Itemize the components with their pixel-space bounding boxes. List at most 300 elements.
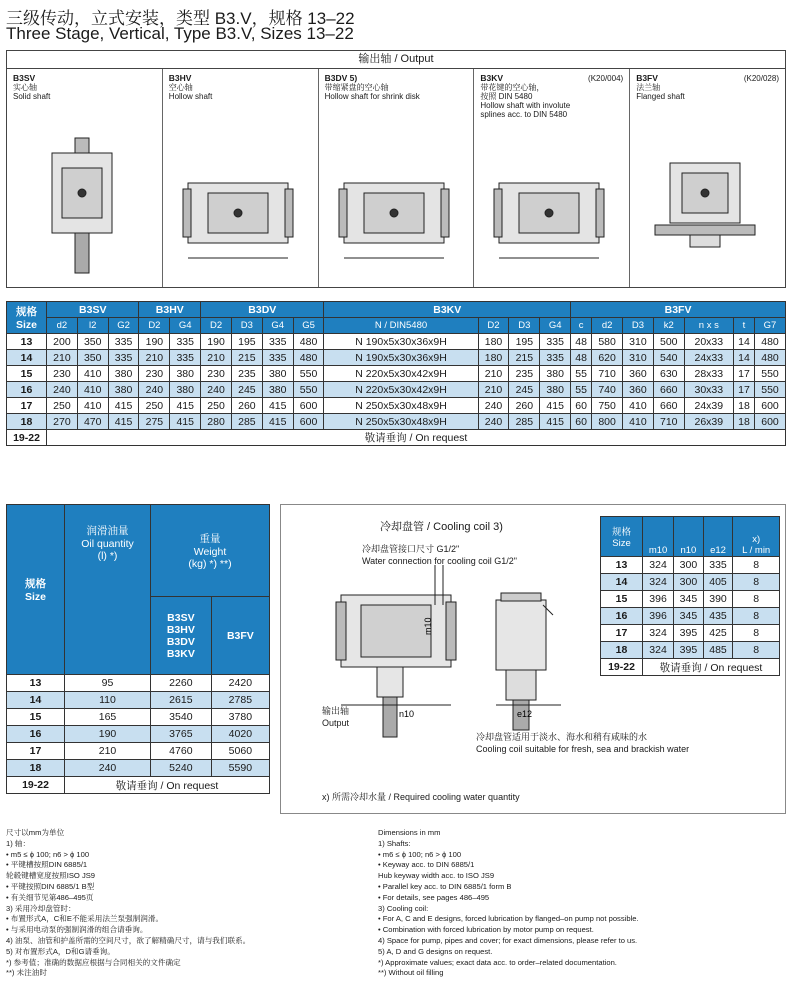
table-cell: 415 — [108, 398, 139, 414]
footnote-en: Dimensions in mm — [378, 828, 441, 837]
output-col-3 — [474, 69, 630, 287]
table-cell: N 220x5x30x42x9H — [324, 382, 478, 398]
output-ref: (K20/028) — [743, 74, 779, 83]
table-cell: 350 — [77, 350, 108, 366]
column-header: D2 — [201, 318, 232, 334]
column-header: D3 — [509, 318, 540, 334]
footnote-cn: **) 未注油时 — [6, 968, 47, 978]
table-cell: 310 — [623, 350, 654, 366]
output-desc: Solid shaft — [13, 92, 51, 101]
table-cell: 8 — [733, 557, 780, 574]
table-cell: 200 — [47, 334, 78, 350]
table-cell: 8 — [733, 625, 780, 642]
footnote-en: • For A, C and E designs, forced lubrication by flanged–on pump not possible. — [378, 914, 639, 924]
table-row — [7, 743, 270, 760]
table-cell: 3540 — [151, 709, 212, 726]
table-row — [7, 726, 270, 743]
table-cell: 245 — [509, 382, 540, 398]
output-desc: 带花键的空心轴， — [480, 83, 545, 92]
output-code: B3SV — [13, 73, 36, 83]
cooling-table — [600, 516, 780, 676]
table-cell: 210 — [47, 350, 78, 366]
table-cell: 28x33 — [684, 366, 733, 382]
output-section — [6, 50, 786, 288]
table-cell: N 250x5x30x48x9H — [324, 414, 478, 430]
table-cell: 235 — [231, 366, 262, 382]
table-cell: 180 — [478, 350, 509, 366]
table-cell: 470 — [77, 414, 108, 430]
table-cell: 600 — [755, 414, 786, 430]
table-row — [601, 625, 780, 642]
table-cell: N 190x5x30x36x9H — [324, 334, 478, 350]
table-cell: 18 — [733, 398, 754, 414]
on-request-cell: 敬请垂询 / On request — [65, 777, 270, 794]
table-cell: 395 — [674, 642, 704, 659]
table-cell: 240 — [201, 382, 232, 398]
table-cell: 410 — [623, 414, 654, 430]
group-header: B3HV — [139, 302, 201, 318]
cooling-connection-en: Water connection for cooling coil G1/2" — [362, 556, 517, 566]
cooling-connection-cn: 冷却盘管接口尺寸 G1/2" — [362, 544, 460, 554]
table-cell: 19-22 — [7, 777, 65, 794]
table-cell: 415 — [262, 398, 293, 414]
table-cell: 190 — [201, 334, 232, 350]
table-cell: 215 — [231, 350, 262, 366]
table-cell: 2260 — [151, 675, 212, 692]
table-cell: 24x33 — [684, 350, 733, 366]
table-cell: 235 — [509, 366, 540, 382]
column-header: G7 — [755, 318, 786, 334]
table-cell: 380 — [262, 366, 293, 382]
table-cell: 396 — [643, 591, 674, 608]
table-cell: 660 — [653, 382, 684, 398]
table-cell: 750 — [592, 398, 623, 414]
table-row — [7, 675, 270, 692]
footnote-cn: 3) 采用冷却盘管时： — [6, 903, 76, 913]
footnote-en: 3) Cooling coil: — [378, 903, 429, 913]
types-b-header: B3FV — [211, 597, 269, 675]
table-cell: 380 — [170, 366, 201, 382]
weight-header: 重量 Weight (kg) *) **) — [151, 505, 270, 597]
table-cell: 18 — [733, 414, 754, 430]
table-cell: 210 — [139, 350, 170, 366]
output-desc: 按照 DIN 5480 — [480, 92, 533, 101]
footnote-cn: 轮毂键槽宽度按照ISO JS9 — [6, 871, 96, 881]
table-cell: 15 — [7, 709, 65, 726]
table-cell: 345 — [674, 608, 704, 625]
column-header: n10 — [674, 517, 704, 557]
e12-label: e12 — [517, 709, 533, 719]
table-cell: 710 — [592, 366, 623, 382]
table-cell: 13 — [7, 334, 47, 350]
column-header: G4 — [540, 318, 571, 334]
table-cell: 285 — [231, 414, 262, 430]
table-cell: 415 — [170, 414, 201, 430]
oil-weight-table — [6, 504, 270, 794]
table-cell: 19-22 — [7, 430, 47, 446]
table-cell: 380 — [170, 382, 201, 398]
table-cell: 8 — [733, 642, 780, 659]
table-cell: 324 — [643, 625, 674, 642]
table-cell: 60 — [571, 414, 592, 430]
footnote-en: 4) Space for pump, pipes and cover; for exact dimensions, please refer to us. — [378, 936, 638, 945]
table-cell: 110 — [65, 692, 151, 709]
table-cell: 240 — [65, 760, 151, 777]
table-cell: 250 — [139, 398, 170, 414]
on-request-cell: 敬请垂询 / On request — [643, 659, 780, 676]
table-cell: 5590 — [211, 760, 269, 777]
table-cell: 480 — [755, 334, 786, 350]
column-header: m10 — [643, 517, 674, 557]
output-columns — [7, 69, 785, 287]
table-cell: 3780 — [211, 709, 269, 726]
column-header: x) L / min — [733, 517, 780, 557]
output-desc: 带缩紧盘的空心轴 — [324, 83, 389, 92]
table-cell: 14 — [7, 350, 47, 366]
table-cell: 415 — [262, 414, 293, 430]
table-cell: 17 — [733, 366, 754, 382]
table-row — [601, 557, 780, 574]
table-cell: 15 — [7, 366, 47, 382]
table-cell: 540 — [653, 350, 684, 366]
cooling-suitability-cn: 冷却盘管适用于淡水、海水和稍有咸味的水 — [476, 732, 648, 742]
table-cell: 550 — [293, 382, 324, 398]
types-a-header: B3SV B3HV B3DV B3KV — [151, 597, 212, 675]
table-cell: N 250x5x30x48x9H — [324, 398, 478, 414]
output-ref: (K20/004) — [588, 74, 624, 83]
table-cell: 620 — [592, 350, 623, 366]
output-desc: 空心轴 — [168, 83, 193, 92]
table-cell: 240 — [478, 398, 509, 414]
output-desc: Hollow shaft for shrink disk — [324, 92, 420, 101]
table-cell: 55 — [571, 382, 592, 398]
table-cell: 55 — [571, 366, 592, 382]
table-cell: 405 — [703, 574, 733, 591]
gearbox-drawing — [319, 133, 474, 283]
output-col-4 — [630, 69, 785, 287]
footnote-en: Hub keyway width acc. to ISO JS9 — [378, 871, 495, 881]
table-cell: 485 — [703, 642, 733, 659]
table-cell: 310 — [623, 334, 654, 350]
table-cell: 480 — [293, 350, 324, 366]
footnote-cn: • 布置形式A，C和E不能采用法兰泵强制润滑。 — [6, 914, 164, 924]
table-cell: 19-22 — [601, 659, 643, 676]
column-header: t — [733, 318, 754, 334]
table-cell: 15 — [601, 591, 643, 608]
table-cell: 300 — [674, 557, 704, 574]
table-cell: 410 — [77, 382, 108, 398]
table-cell: 190 — [139, 334, 170, 350]
size-header: 规格 Size — [601, 517, 643, 557]
table-cell: 380 — [108, 382, 139, 398]
group-header: B3KV — [324, 302, 571, 318]
size-header: 规格 Size — [7, 302, 47, 334]
table-cell: 480 — [755, 350, 786, 366]
table-cell: 396 — [643, 608, 674, 625]
table-cell: 550 — [755, 366, 786, 382]
footnote-cn: • m5 ≤ ϕ 100; n6 > ϕ 100 — [6, 849, 90, 859]
table-cell: 14 — [733, 350, 754, 366]
table-cell: 345 — [674, 591, 704, 608]
footnote-en: 5) A, D and G designs on request. — [378, 946, 493, 956]
cooling-suitability-en: Cooling coil suitable for fresh, sea and brackish water — [476, 744, 690, 754]
table-cell: 230 — [201, 366, 232, 382]
output-label-en: Output — [322, 718, 350, 728]
table-cell: 4760 — [151, 743, 212, 760]
gearbox-drawing — [7, 133, 162, 283]
table-cell: 18 — [601, 642, 643, 659]
output-desc: splines acc. to DIN 5480 — [480, 110, 568, 119]
table-cell: 335 — [108, 334, 139, 350]
table-cell: 395 — [674, 625, 704, 642]
table-row — [601, 608, 780, 625]
table-cell: 14 — [601, 574, 643, 591]
table-cell: 165 — [65, 709, 151, 726]
table-cell: 415 — [170, 398, 201, 414]
table-cell: 180 — [478, 334, 509, 350]
table-cell: 17 — [733, 382, 754, 398]
table-row — [601, 574, 780, 591]
table-cell: 335 — [262, 334, 293, 350]
column-header: D2 — [139, 318, 170, 334]
table-header-row — [601, 517, 780, 557]
table-cell: 335 — [703, 557, 733, 574]
table-cell: 245 — [231, 382, 262, 398]
footnote-cn: • 与采用电动泵的强制润滑的组合请垂询。 — [6, 925, 148, 935]
column-header: D2 — [478, 318, 509, 334]
output-col-1 — [163, 69, 319, 287]
table-cell: 550 — [293, 366, 324, 382]
footnote-en: • For details, see pages 486–495 — [378, 892, 490, 902]
table-cell: 95 — [65, 675, 151, 692]
output-code: B3FV — [636, 73, 658, 83]
output-desc: Hollow shaft — [168, 92, 213, 101]
table-cell: 16 — [601, 608, 643, 625]
size-header: 规格 Size — [7, 505, 65, 675]
footnote-cn: 5) 对布置形式A，D和G请垂询。 — [6, 946, 115, 956]
table-subheader-row — [7, 318, 786, 334]
table-cell: 250 — [47, 398, 78, 414]
table-row — [7, 398, 786, 414]
column-header: G5 — [293, 318, 324, 334]
gearbox-drawing — [630, 133, 785, 283]
table-cell: 335 — [170, 350, 201, 366]
table-cell: 17 — [7, 743, 65, 760]
column-header: k2 — [653, 318, 684, 334]
table-cell: 360 — [623, 366, 654, 382]
output-col-2 — [319, 69, 475, 287]
table-row — [7, 760, 270, 777]
table-cell: 2785 — [211, 692, 269, 709]
table-cell: 285 — [509, 414, 540, 430]
table-row — [7, 430, 786, 446]
table-cell: 3765 — [151, 726, 212, 743]
table-cell: 16 — [7, 726, 65, 743]
column-header: G4 — [170, 318, 201, 334]
output-desc: Flanged shaft — [636, 92, 685, 101]
dimensions-table — [6, 301, 786, 446]
output-label-cn: 输出轴 — [322, 706, 350, 716]
column-header: D3 — [231, 318, 262, 334]
table-cell: 600 — [293, 398, 324, 414]
oil-header: 润滑油量 Oil quantity (l) *) — [65, 505, 151, 675]
table-row — [601, 642, 780, 659]
output-desc: 实心轴 — [13, 83, 37, 92]
footnote-en: • m6 ≤ ϕ 100; n6 > ϕ 100 — [378, 849, 462, 859]
table-header-row — [7, 302, 786, 318]
footnote-en: • Parallel key acc. to DIN 6885/1 form B — [378, 882, 512, 891]
table-cell: 280 — [201, 414, 232, 430]
table-cell: 8 — [733, 574, 780, 591]
table-cell: 324 — [643, 642, 674, 659]
table-cell: 48 — [571, 350, 592, 366]
table-cell: 435 — [703, 608, 733, 625]
table-cell: 16 — [7, 382, 47, 398]
table-cell: 410 — [77, 398, 108, 414]
table-cell: 710 — [653, 414, 684, 430]
table-cell: 380 — [540, 382, 571, 398]
table-cell: 415 — [540, 414, 571, 430]
table-cell: 14 — [7, 692, 65, 709]
table-cell: 210 — [478, 366, 509, 382]
table-cell: 480 — [293, 334, 324, 350]
table-row — [7, 414, 786, 430]
table-cell: 410 — [623, 398, 654, 414]
table-cell: 230 — [139, 366, 170, 382]
column-header: d2 — [592, 318, 623, 334]
table-row — [7, 382, 786, 398]
table-row — [601, 591, 780, 608]
table-cell: 270 — [47, 414, 78, 430]
footnote-en: *) Approximate values; exact data acc. to order–related documentation. — [378, 957, 617, 967]
footnote-en: 1) Shafts: — [378, 838, 411, 848]
table-cell: 335 — [108, 350, 139, 366]
table-cell: 230 — [47, 366, 78, 382]
table-cell: 335 — [540, 350, 571, 366]
table-cell: 390 — [703, 591, 733, 608]
footnote-en: • Combination with forced lubrication by motor pump on request. — [378, 925, 594, 935]
table-cell: 260 — [231, 398, 262, 414]
column-header: d2 — [47, 318, 78, 334]
table-cell: 335 — [170, 334, 201, 350]
table-row — [7, 334, 786, 350]
table-cell: 20x33 — [684, 334, 733, 350]
cooling-title: 冷却盘管 / Cooling coil 3) — [380, 521, 503, 533]
footnote-cn: 尺寸以mm为单位 — [6, 828, 65, 837]
table-cell: 4020 — [211, 726, 269, 743]
group-header: B3DV — [201, 302, 324, 318]
on-request-cell: 敬请垂询 / On request — [47, 430, 786, 446]
table-cell: 17 — [7, 398, 47, 414]
table-cell: 580 — [592, 334, 623, 350]
footnote-en: • Keyway acc. to DIN 6885/1 — [378, 860, 475, 870]
table-cell: 190 — [65, 726, 151, 743]
table-cell: 60 — [571, 398, 592, 414]
table-cell: 335 — [262, 350, 293, 366]
table-cell: 600 — [293, 414, 324, 430]
table-cell: 250 — [201, 398, 232, 414]
page-title-en: Three Stage, Vertical, Type B3.V, Sizes 13–22 — [6, 24, 354, 43]
table-cell: 630 — [653, 366, 684, 382]
table-cell: 2615 — [151, 692, 212, 709]
table-cell: 210 — [65, 743, 151, 760]
footnote-cn: 4) 油泵、油管和护盖所需的空间尺寸，欲了解精确尺寸，请与我们联系。 — [6, 936, 251, 945]
table-cell: 380 — [540, 366, 571, 382]
table-cell: 350 — [77, 334, 108, 350]
table-cell: 660 — [653, 398, 684, 414]
table-row — [7, 692, 270, 709]
table-cell: 500 — [653, 334, 684, 350]
table-row — [601, 659, 780, 676]
table-cell: 210 — [478, 382, 509, 398]
table-cell: 240 — [47, 382, 78, 398]
table-cell: 48 — [571, 334, 592, 350]
table-cell: 550 — [755, 382, 786, 398]
table-cell: 600 — [755, 398, 786, 414]
table-row — [7, 709, 270, 726]
table-cell: N 190x5x30x36x9H — [324, 350, 478, 366]
table-cell: 425 — [703, 625, 733, 642]
table-cell: 415 — [540, 398, 571, 414]
table-cell: 24x39 — [684, 398, 733, 414]
table-cell: 215 — [509, 350, 540, 366]
output-desc: 法兰轴 — [636, 83, 661, 92]
column-header: c — [571, 318, 592, 334]
table-cell: 380 — [262, 382, 293, 398]
group-header: B3SV — [47, 302, 139, 318]
table-cell: 800 — [592, 414, 623, 430]
table-row — [7, 777, 270, 794]
footnote-cn: • 平键按照DIN 6885/1 B型 — [6, 882, 95, 891]
m10-label: m10 — [423, 617, 433, 635]
output-desc: Hollow shaft with involute — [480, 101, 571, 110]
table-cell: 5240 — [151, 760, 212, 777]
table-row — [7, 350, 786, 366]
column-header: N / DIN5480 — [324, 318, 478, 334]
gearbox-drawing — [474, 133, 629, 283]
table-cell: 5060 — [211, 743, 269, 760]
table-cell: 13 — [601, 557, 643, 574]
table-cell: 275 — [139, 414, 170, 430]
table-cell: 410 — [77, 366, 108, 382]
output-code: B3HV — [168, 73, 192, 83]
column-header: n x s — [684, 318, 733, 334]
table-cell: 195 — [231, 334, 262, 350]
table-cell: 2420 — [211, 675, 269, 692]
output-code: B3DV 5) — [324, 73, 358, 83]
footnote-cn: • 平键槽按照DIN 6885/1 — [6, 860, 88, 870]
table-cell: 335 — [540, 334, 571, 350]
column-header: D3 — [623, 318, 654, 334]
table-cell: 324 — [643, 557, 674, 574]
table-cell: 8 — [733, 591, 780, 608]
table-cell: 380 — [108, 366, 139, 382]
table-header-row — [7, 505, 270, 597]
column-header: G4 — [262, 318, 293, 334]
footnote-cn: *) 参考值；准确的数据应根据与合同相关的文件确定 — [6, 957, 181, 967]
footnote-en: **) Without oil filling — [378, 968, 444, 978]
table-cell: 210 — [201, 350, 232, 366]
n10-label: n10 — [399, 709, 415, 719]
table-cell: 30x33 — [684, 382, 733, 398]
table-row — [7, 366, 786, 382]
table-cell: 324 — [643, 574, 674, 591]
footnote-cn: 1) 轴： — [6, 838, 31, 848]
table-cell: 240 — [139, 382, 170, 398]
table-cell: 18 — [7, 414, 47, 430]
table-cell: 17 — [601, 625, 643, 642]
column-header: e12 — [703, 517, 733, 557]
